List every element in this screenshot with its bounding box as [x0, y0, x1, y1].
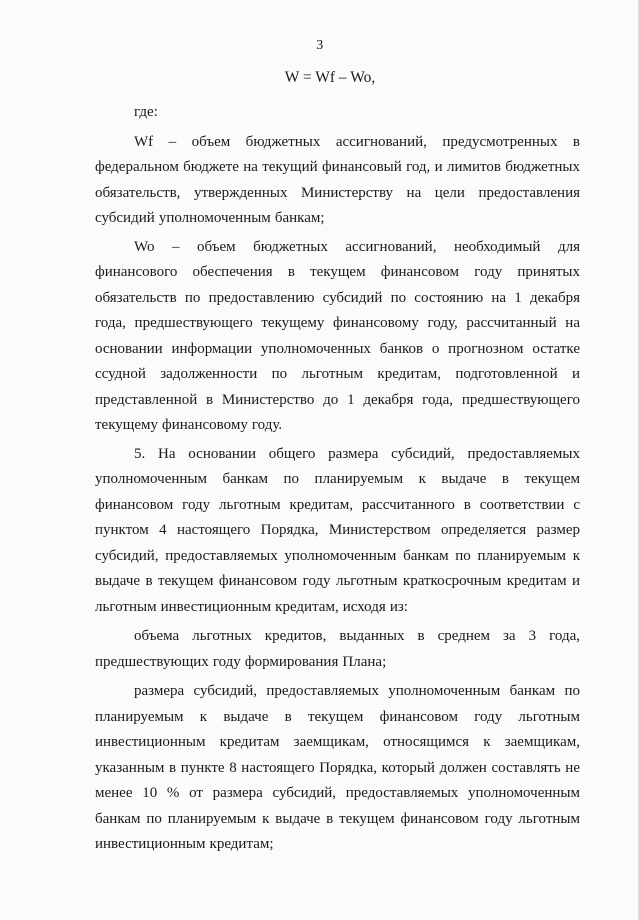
document-body	[95, 100, 580, 861]
paragraph-credit-volume: объема льготных кредитов, выданных в среднем за 3 года, предшествующих году формирования Плана;	[95, 628, 580, 670]
paragraph-subsidy-size: размера субсидий, предоставляемых уполномоченным банкам по планируемым к выдаче в текущем финансовом году льготным инвестиционным кредитам заемщикам, относящимся к заемщикам, указанным в пункте 8 настоящего Порядка, который должен составлять не менее 10 % от размера субсидий, предоставляемых уполномоченным банкам по планируемым к выдаче в текущем финансовом году льготным инвестиционным кредитам;	[95, 683, 580, 852]
paragraph-wo-definition: Wo – объем бюджетных ассигнований, необходимый для финансового обеспечения в текущем финансовом году принятых обязательств по предоставлению субсидий по состоянию на 1 декабря года, предшествующего текущему финансовому году, рассчитанный на основании информации уполномоченных банков о прогнозном остатке ссудной задолженности по льготным кредитам, подготовленной и представленной в Министерство до 1 декабря года, предшествующего текущему финансовому году.	[95, 238, 580, 433]
paragraph-where: где:	[134, 104, 158, 120]
paragraph-clause-5: 5. На основании общего размера субсидий, предоставляемых уполномоченным банкам по планируемым к выдаче в текущем финансовом году льготным кредитам, рассчитанного в соответствии с пунктом 4 настоящего Порядка, Министерством определяется размер субсидий, предоставляемых уполномоченным банкам по планируемым к выдаче в текущем финансовом году льготным краткосрочным кредитам и льготным инвестиционным кредитам, исходя из:	[95, 445, 580, 615]
paragraph-wf-definition: Wf – объем бюджетных ассигнований, предусмотренных в федеральном бюджете на текущий финансовый год, и лимитов бюджетных обязательств, утвержденных Министерству на цели предоставления субсидий уполномоченным банкам;	[95, 133, 580, 226]
page-number: 3	[316, 38, 324, 53]
formula: W = Wf – Wo,	[284, 69, 376, 86]
